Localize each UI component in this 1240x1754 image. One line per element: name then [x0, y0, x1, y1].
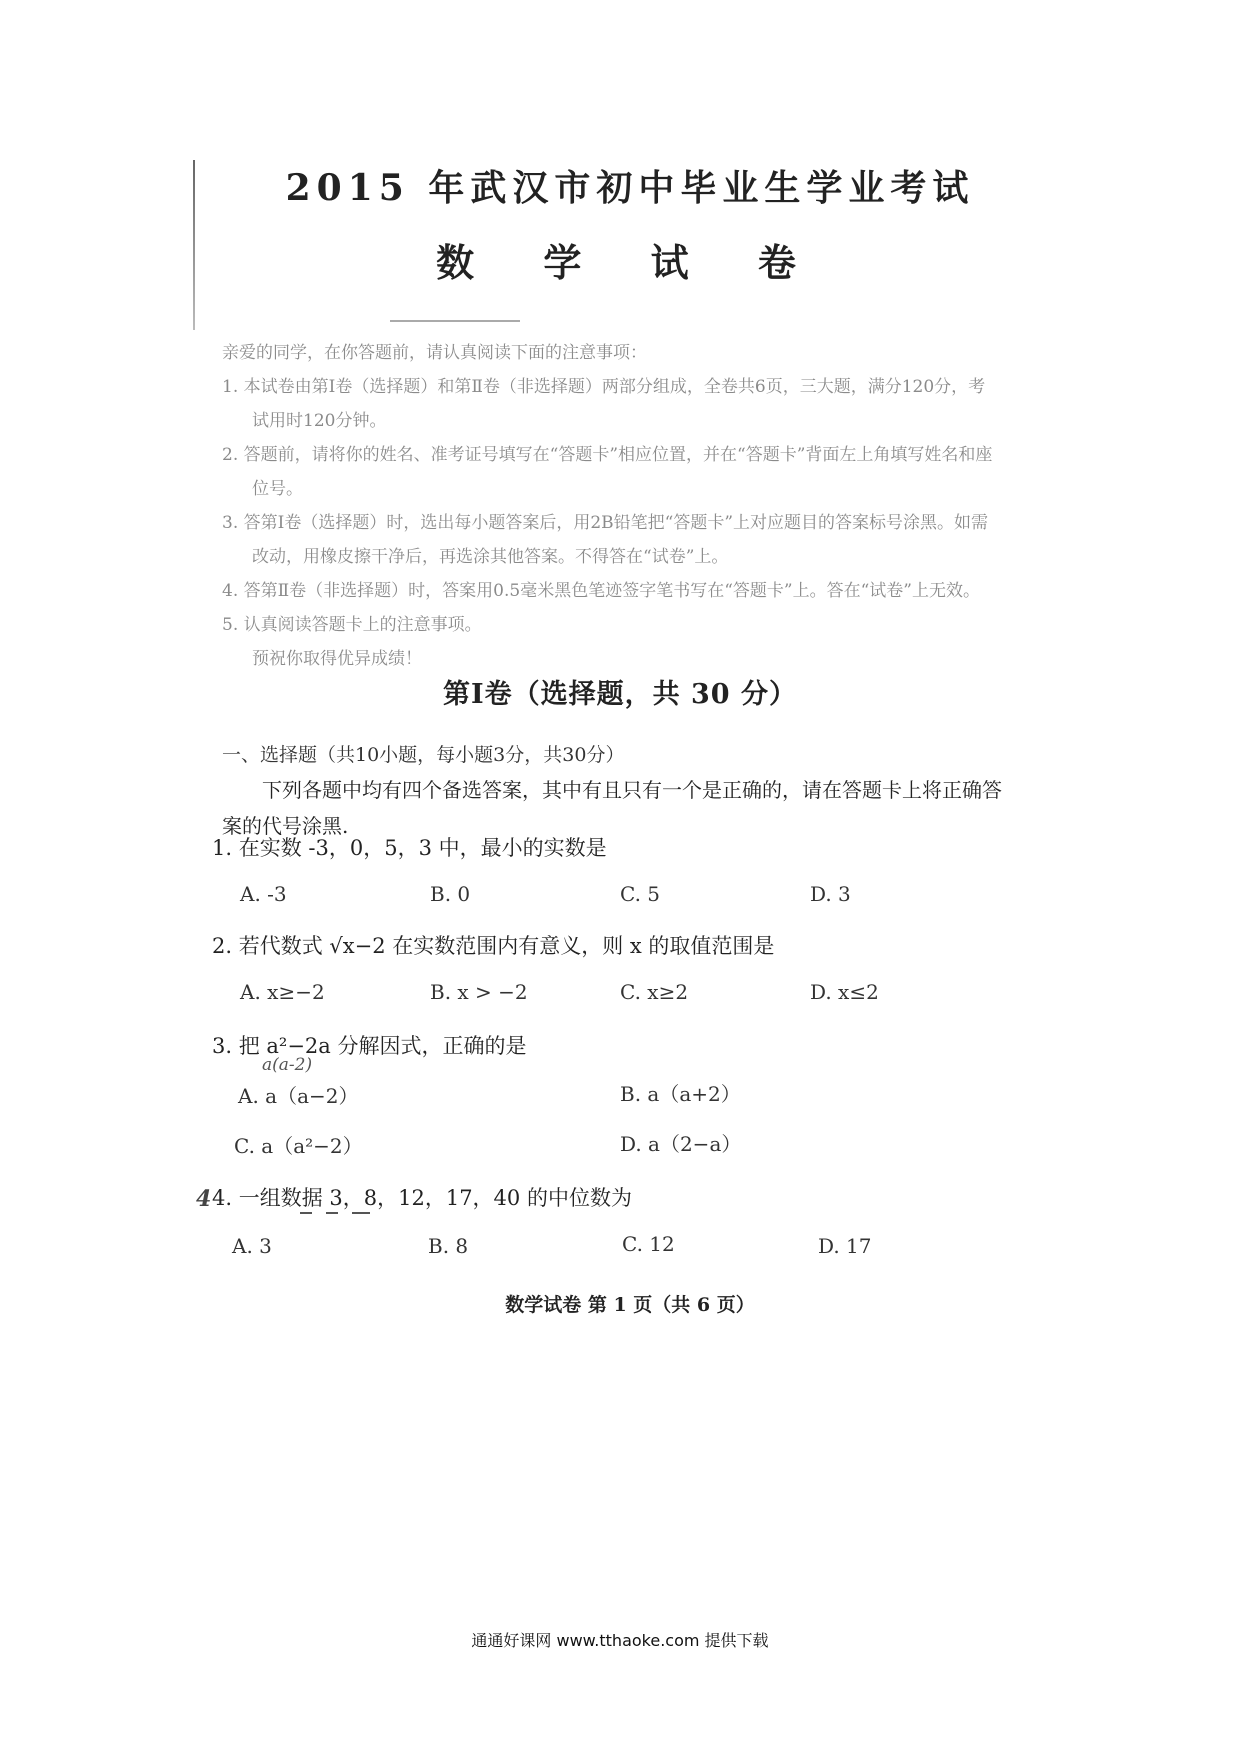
- scan-edge-line: [193, 160, 195, 330]
- question-4-option-b: B. 8: [428, 1234, 469, 1258]
- exam-subtitle: 数 学 试 卷: [436, 240, 824, 285]
- note-item: 3. 答第Ⅰ卷（选择题）时，选出每小题答案后，用2B铅笔把“答题卡”上对应题目的答案标号涂黑。如需改动，用橡皮擦干净后，再选涂其他答案。不得答在“试卷”上。: [222, 513, 989, 567]
- section-title: 第Ⅰ卷（选择题，共 30 分）: [442, 679, 797, 710]
- question-1-option-c: C. 5: [620, 882, 661, 906]
- question-3-option-c: C. a（a²−2）: [234, 1134, 363, 1158]
- download-credit: 通通好课网 www.tthaoke.com 提供下载: [471, 1631, 769, 1650]
- note-item: 2. 答题前，请将你的姓名、准考证号填写在“答题卡”相应位置，并在“答题卡”背面左上角填写姓名和座位号。: [222, 445, 993, 499]
- decorative-divider: [390, 320, 520, 322]
- question-3-stem: 3. 把 a²−2a 分解因式，正确的是: [212, 1034, 527, 1058]
- handwritten-annotation: a(a-2): [262, 1055, 313, 1075]
- question-1-option-b: B. 0: [430, 882, 471, 906]
- pen-mark: 4: [196, 1186, 212, 1212]
- underline-mark: [352, 1212, 370, 1214]
- question-2-option-d: D. x≤2: [810, 980, 879, 1004]
- question-4-option-d: D. 17: [818, 1234, 872, 1258]
- question-2-option-b: B. x > −2: [430, 980, 528, 1004]
- section-instruction: 下列各题中均有四个备选答案，其中有且只有一个是正确的，请在答题卡上将正确答案的代号涂黑.: [222, 778, 1002, 838]
- note-item: 5. 认真阅读答题卡上的注意事项。: [222, 615, 482, 635]
- question-2-option-c: C. x≥2: [620, 980, 689, 1004]
- notes-closing: 预祝你取得优异成绩！: [252, 649, 422, 669]
- question-2-option-a: A. x≥−2: [240, 980, 325, 1004]
- question-3-option-d: D. a（2−a）: [620, 1132, 742, 1156]
- question-1-option-a: A. -3: [240, 882, 287, 906]
- question-1-stem: 1. 在实数 -3，0，5，3 中，最小的实数是: [212, 836, 607, 860]
- question-4-option-c: C. 12: [622, 1232, 675, 1256]
- notes-intro: 亲爱的同学，在你答题前，请认真阅读下面的注意事项：: [222, 343, 647, 363]
- question-3-option-b: B. a（a+2）: [620, 1082, 741, 1106]
- question-3-option-a: A. a（a−2）: [238, 1084, 359, 1108]
- question-4-option-a: A. 3: [232, 1234, 272, 1258]
- page-number-footer: 数学试卷 第 1 页（共 6 页）: [505, 1294, 755, 1316]
- exam-notes: [222, 336, 1002, 676]
- question-2-stem: 2. 若代数式 √x−2 在实数范围内有意义，则 x 的取值范围是: [212, 934, 775, 958]
- question-4-stem: 4. 一组数据 3，8，12，17，40 的中位数为: [212, 1186, 632, 1210]
- exam-title: 2015 年武汉市初中毕业生学业考试: [285, 167, 975, 209]
- part-heading: 一、选择题（共10小题，每小题3分，共30分）: [222, 744, 625, 766]
- question-1-option-d: D. 3: [810, 882, 851, 906]
- note-item: 1. 本试卷由第Ⅰ卷（选择题）和第Ⅱ卷（非选择题）两部分组成，全卷共6页，三大题，满分120分，考试用时120分钟。: [222, 377, 986, 431]
- underline-mark: [326, 1212, 338, 1214]
- underline-mark: [300, 1212, 312, 1214]
- note-item: 4. 答第Ⅱ卷（非选择题）时，答案用0.5毫米黑色笔迹签字笔书写在“答题卡”上。答在“试卷”上无效。: [222, 581, 980, 601]
